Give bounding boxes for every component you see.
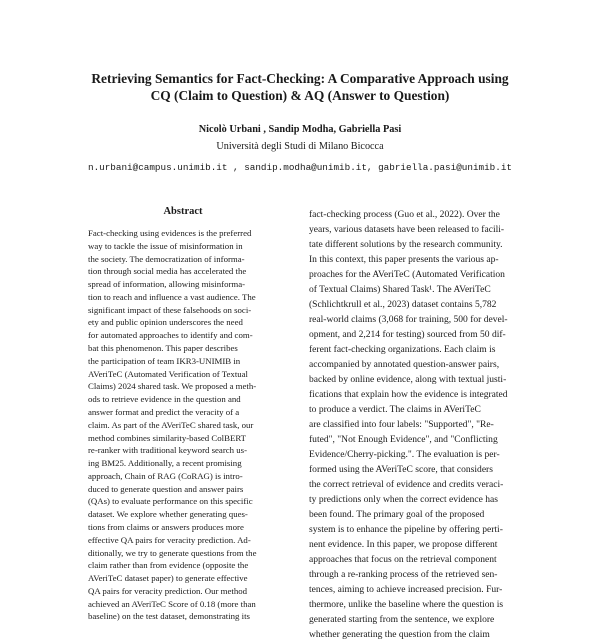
text-line: to produce a verdict. The claims in AVeriTeC — [309, 404, 481, 415]
text-line: effective QA pairs for veracity prediction. Ad- — [88, 534, 251, 545]
text-line: ditionally, we try to generate questions from the — [88, 547, 257, 558]
text-line: generated starting from the sentence, we explore — [309, 614, 495, 625]
text-line: tion to reach and influence a vast audience. The — [88, 291, 256, 302]
text-line: proaches for the AVeriTeC (Automated Verification — [309, 269, 505, 280]
text-line: formed using the AVeriTeC score, that considers — [309, 464, 493, 475]
text-line: of Textual Claims) Shared Task¹. The AVeriTeC — [309, 284, 491, 295]
text-line: tences, aiming to achieve increased precision. Fur- — [309, 584, 503, 595]
text-line: AVeriTeC dataset paper) to generate effective — [88, 573, 248, 584]
text-line: achieved an AVeriTeC Score of 0.18 (more than — [88, 598, 256, 609]
text-line: tion through social media has accelerated the — [88, 266, 247, 277]
text-line: bat this phenomenon. This paper describes — [88, 343, 238, 354]
paper-title-line-2: CQ (Claim to Question) & AQ (Answer to Question) — [150, 88, 450, 103]
text-line: (Schlichtkrull et al., 2023) dataset contains 5,782 — [309, 299, 497, 310]
text-line: opment, and 2,214 for testing) sourced from 50 dif- — [309, 329, 506, 340]
text-line: futed", "Not Enough Evidence", and "Conflicting — [309, 434, 498, 445]
introduction-body — [309, 207, 509, 642]
text-line: QA pairs for veracity prediction. Our method — [88, 585, 248, 596]
text-line: ferent fact-checking organizations. Each claim is — [309, 344, 496, 355]
text-line: for automated approaches to identify and com- — [88, 330, 253, 341]
text-line: baseline) on the test dataset, demonstrating its — [88, 611, 250, 622]
text-line: the participation of team IKR3-UNIMIB in — [88, 355, 241, 366]
text-line: significant impact of these falsehoods on soci- — [88, 304, 252, 315]
text-line: re-ranker with traditional keyword search us- — [88, 445, 248, 456]
text-line: method combines similarity-based ColBERT — [88, 432, 247, 443]
text-line: answer format and predict the veracity of a — [88, 406, 240, 417]
author-emails: n.urbani@campus.unimib.it , sandip.modha@unimib.it, gabriella.pasi@unimib.it — [87, 162, 512, 173]
text-line: thermore, unlike the baseline where the question is — [309, 599, 504, 610]
text-line: through a re-ranking process of the retrieved sen- — [309, 569, 498, 580]
abstract-body — [88, 227, 278, 623]
text-line: nent evidence. In this paper, we propose different — [309, 539, 498, 550]
text-line: approach, Chain of RAG (CoRAG) is intro- — [88, 470, 243, 481]
text-line: been found. The primary goal of the proposed — [309, 509, 485, 520]
text-line: ods to retrieve evidence in the question and — [88, 394, 241, 405]
text-line: Fact-checking using evidences is the preferred — [88, 228, 252, 238]
text-line: tate different solutions by the research community. — [309, 239, 503, 250]
text-line: Evidence/Cherry-picking.". The evaluation is per- — [309, 449, 500, 460]
authors: Nicolò Urbani , Sandip Modha, Gabriella Pasi — [198, 124, 402, 135]
text-line: whether generating the question from the claim — [309, 629, 490, 640]
abstract-heading: Abstract — [163, 206, 203, 217]
text-line: ty predictions only when the correct evidence has — [309, 494, 499, 505]
text-line: tions from claims or answers produces more — [88, 521, 244, 532]
text-line: ety and public opinion underscores the need — [88, 317, 243, 328]
text-line: duced to generate question and answer pairs — [88, 483, 244, 494]
text-line: spread of information, allowing misinforma- — [88, 279, 246, 290]
text-line: accompanied by annotated question-answer pairs, — [309, 359, 500, 370]
text-line: are classified into four labels: "Supported", "Re- — [309, 419, 494, 430]
text-line: AVeriTeC (Automated Verification of Textual — [88, 368, 249, 379]
text-line: ing BM25. Additionally, a recent promising — [88, 458, 242, 469]
text-line: the society. The democratization of informa- — [88, 253, 245, 264]
text-line: system is to enhance the pipeline by offering perti- — [309, 524, 503, 535]
paper-title-line-1: Retrieving Semantics for Fact-Checking: A Comparative Approach using — [91, 71, 509, 86]
text-line: (QAs) to evaluate performance on this specific — [88, 496, 253, 507]
text-line: fications that explain how the evidence is integrated — [309, 389, 508, 400]
text-line: approaches that focus on the retrieval component — [309, 554, 497, 565]
text-line: claim. As part of the AVeriTeC shared task, our — [88, 419, 254, 430]
text-line: fact-checking process (Guo et al., 2022). Over the — [309, 209, 500, 220]
text-line: backed by online evidence, along with textual justi- — [309, 374, 507, 385]
text-line: claim rather than from evidence (opposite the — [88, 560, 249, 571]
text-line: way to tackle the issue of misinformation in — [88, 240, 243, 251]
affiliation: Università degli Studi di Milano Bicocca — [216, 141, 384, 152]
text-line: the correct retrieval of evidence and credits veraci- — [309, 479, 504, 490]
text-line: dataset. We explore whether generating ques- — [88, 509, 248, 520]
text-line: In this context, this paper presents the various ap- — [309, 254, 499, 265]
text-line: Claims) 2024 shared task. We proposed a meth- — [88, 381, 257, 392]
text-line: years, various datasets have been released to facili- — [309, 224, 505, 235]
text-line: real-world claims (3,068 for training, 500 for devel- — [309, 314, 508, 325]
